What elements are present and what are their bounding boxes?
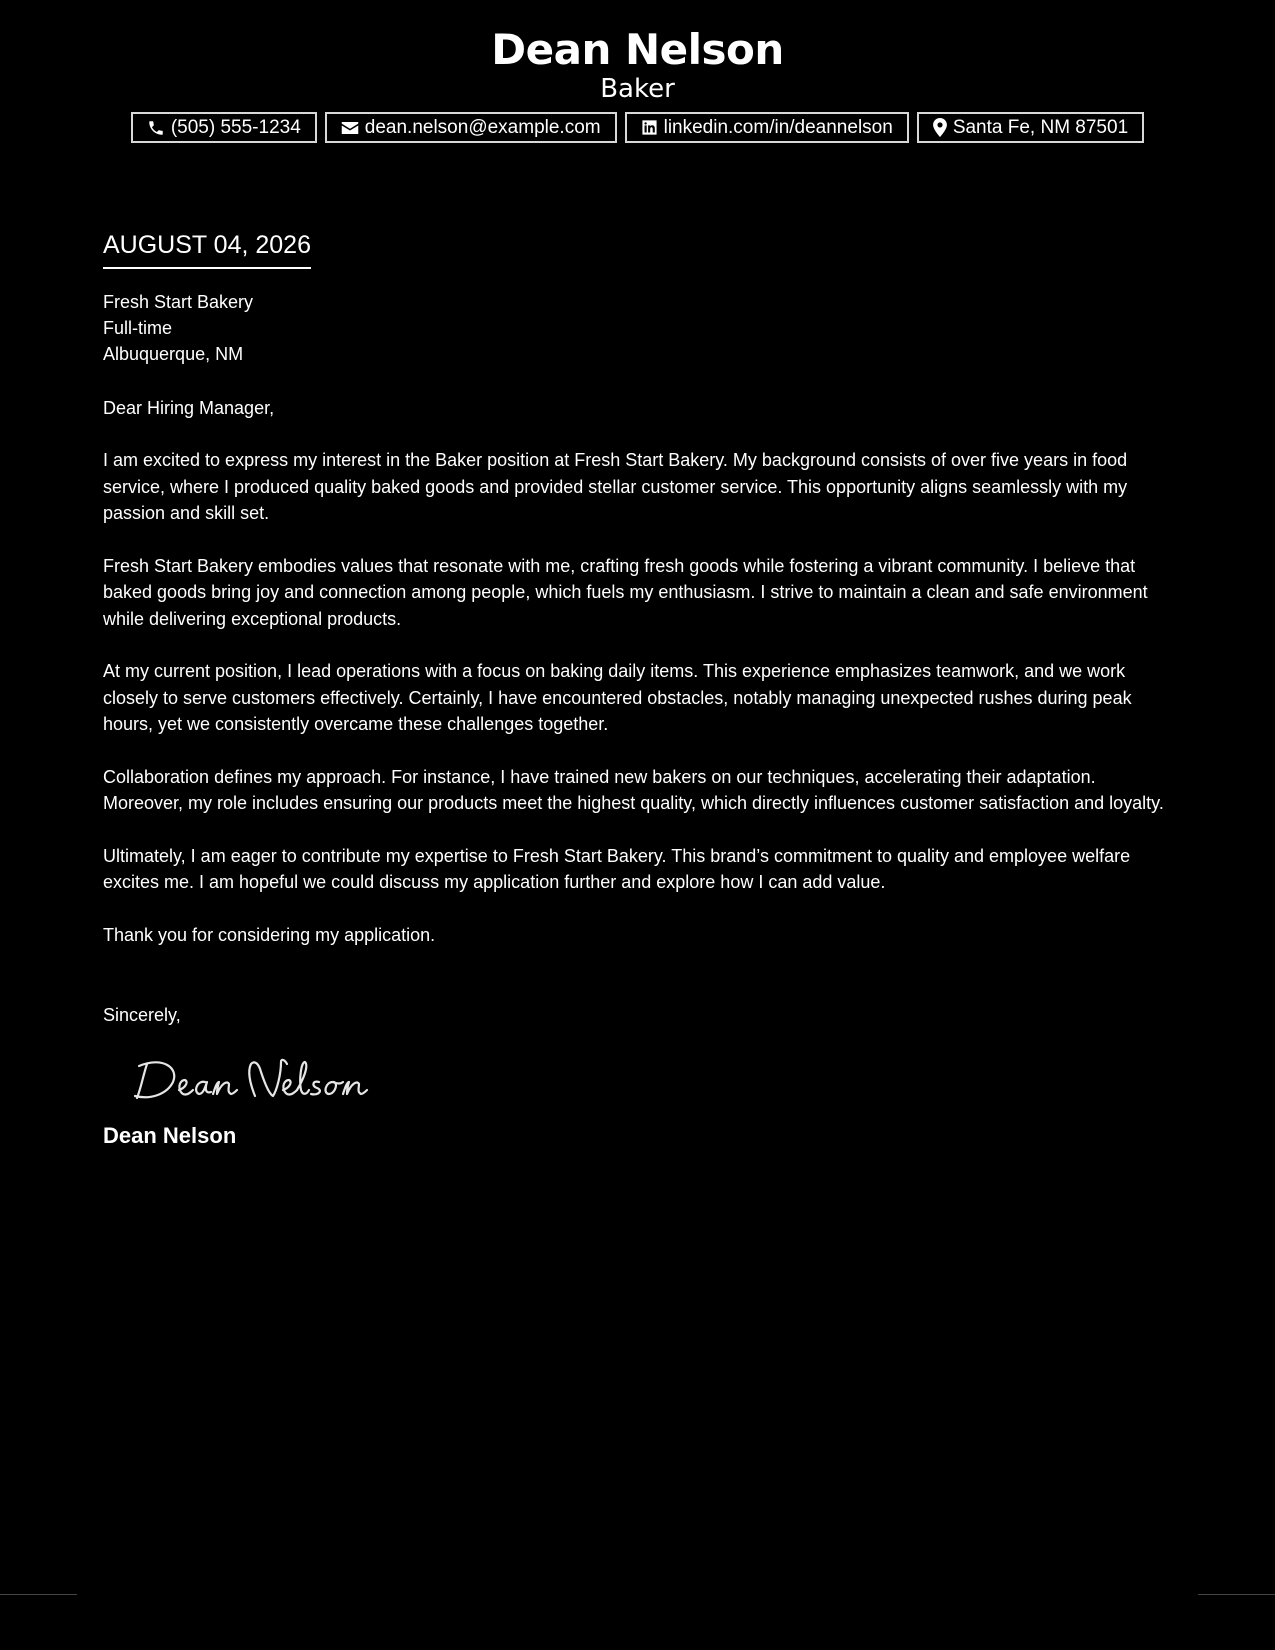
- signed-name: Dean Nelson: [103, 1123, 237, 1148]
- contact-linkedin-text: linkedin.com/in/deannelson: [663, 116, 893, 138]
- letter-paragraph: Fresh Start Bakery embodies values that resonate with me, crafting fresh goods while fostering a vibrant community. I believe that baked goods bring joy and connection among people, which fuels my enthusiasm. I strive to maintain a clean and safe environment while delivering exceptional products.: [103, 555, 1148, 629]
- letter-body: [103, 229, 1178, 1150]
- footer-divider-left: [0, 1594, 77, 1595]
- phone-icon: [147, 119, 165, 137]
- letter-header: [0, 0, 1275, 143]
- handwritten-signature: [133, 1050, 1178, 1106]
- contact-location[interactable]: [917, 112, 1144, 143]
- contact-location-text: Santa Fe, NM 87501: [952, 116, 1129, 138]
- letter-paragraph: At my current position, I lead operations with a focus on baking daily items. This experience emphasizes teamwork, and we work closely to serve customers effectively. Certainly, I have encountered obstacles, notably managing unexpected rushes during peak hours, yet we consistently overcame these challenges together.: [103, 661, 1132, 734]
- contact-phone[interactable]: [131, 112, 317, 143]
- contact-linkedin[interactable]: [625, 112, 909, 143]
- letter-greeting: Dear Hiring Manager,: [103, 398, 275, 418]
- letter-paragraph: Ultimately, I am eager to contribute my expertise to Fresh Start Bakery. This brand’s commitment to quality and employee welfare excites me. I am hopeful we could discuss my application further and explore how I can add value.: [103, 845, 1131, 892]
- letter-date: AUGUST 04, 2026: [103, 229, 311, 269]
- recipient-company: Fresh Start Bakery: [103, 292, 254, 312]
- contact-email-text: dean.nelson@example.com: [364, 116, 601, 138]
- contact-bar: [0, 112, 1275, 143]
- footer-divider-right: [1198, 1594, 1275, 1595]
- linkedin-icon: [641, 119, 658, 136]
- letter-paragraph: I am excited to express my interest in the Baker position at Fresh Start Bakery. My background consists of over five years in food service, where I produced quality baked goods and provided stellar customer service. This opportunity aligns seamlessly with my passion and skill set.: [103, 450, 1128, 523]
- envelope-icon: [341, 120, 359, 136]
- letter-closing: Sincerely,: [103, 1005, 181, 1025]
- letter-paragraph: Collaboration defines my approach. For instance, I have trained new bakers on our techniques, accelerating their adaptation. Moreover, my role includes ensuring our products meet the highest quality, which directly influences customer satisfaction and loyalty.: [103, 766, 1164, 813]
- recipient-location: Albuquerque, NM: [103, 344, 244, 364]
- applicant-name: Dean Nelson: [491, 25, 784, 74]
- applicant-title: Baker: [600, 74, 675, 104]
- contact-phone-text: (505) 555-1234: [170, 116, 301, 138]
- letter-paragraph: Thank you for considering my application.: [103, 924, 436, 945]
- recipient-block: [103, 289, 1178, 367]
- recipient-job-type: Full-time: [103, 318, 173, 338]
- contact-email[interactable]: [325, 112, 617, 143]
- map-pin-icon: [933, 118, 947, 137]
